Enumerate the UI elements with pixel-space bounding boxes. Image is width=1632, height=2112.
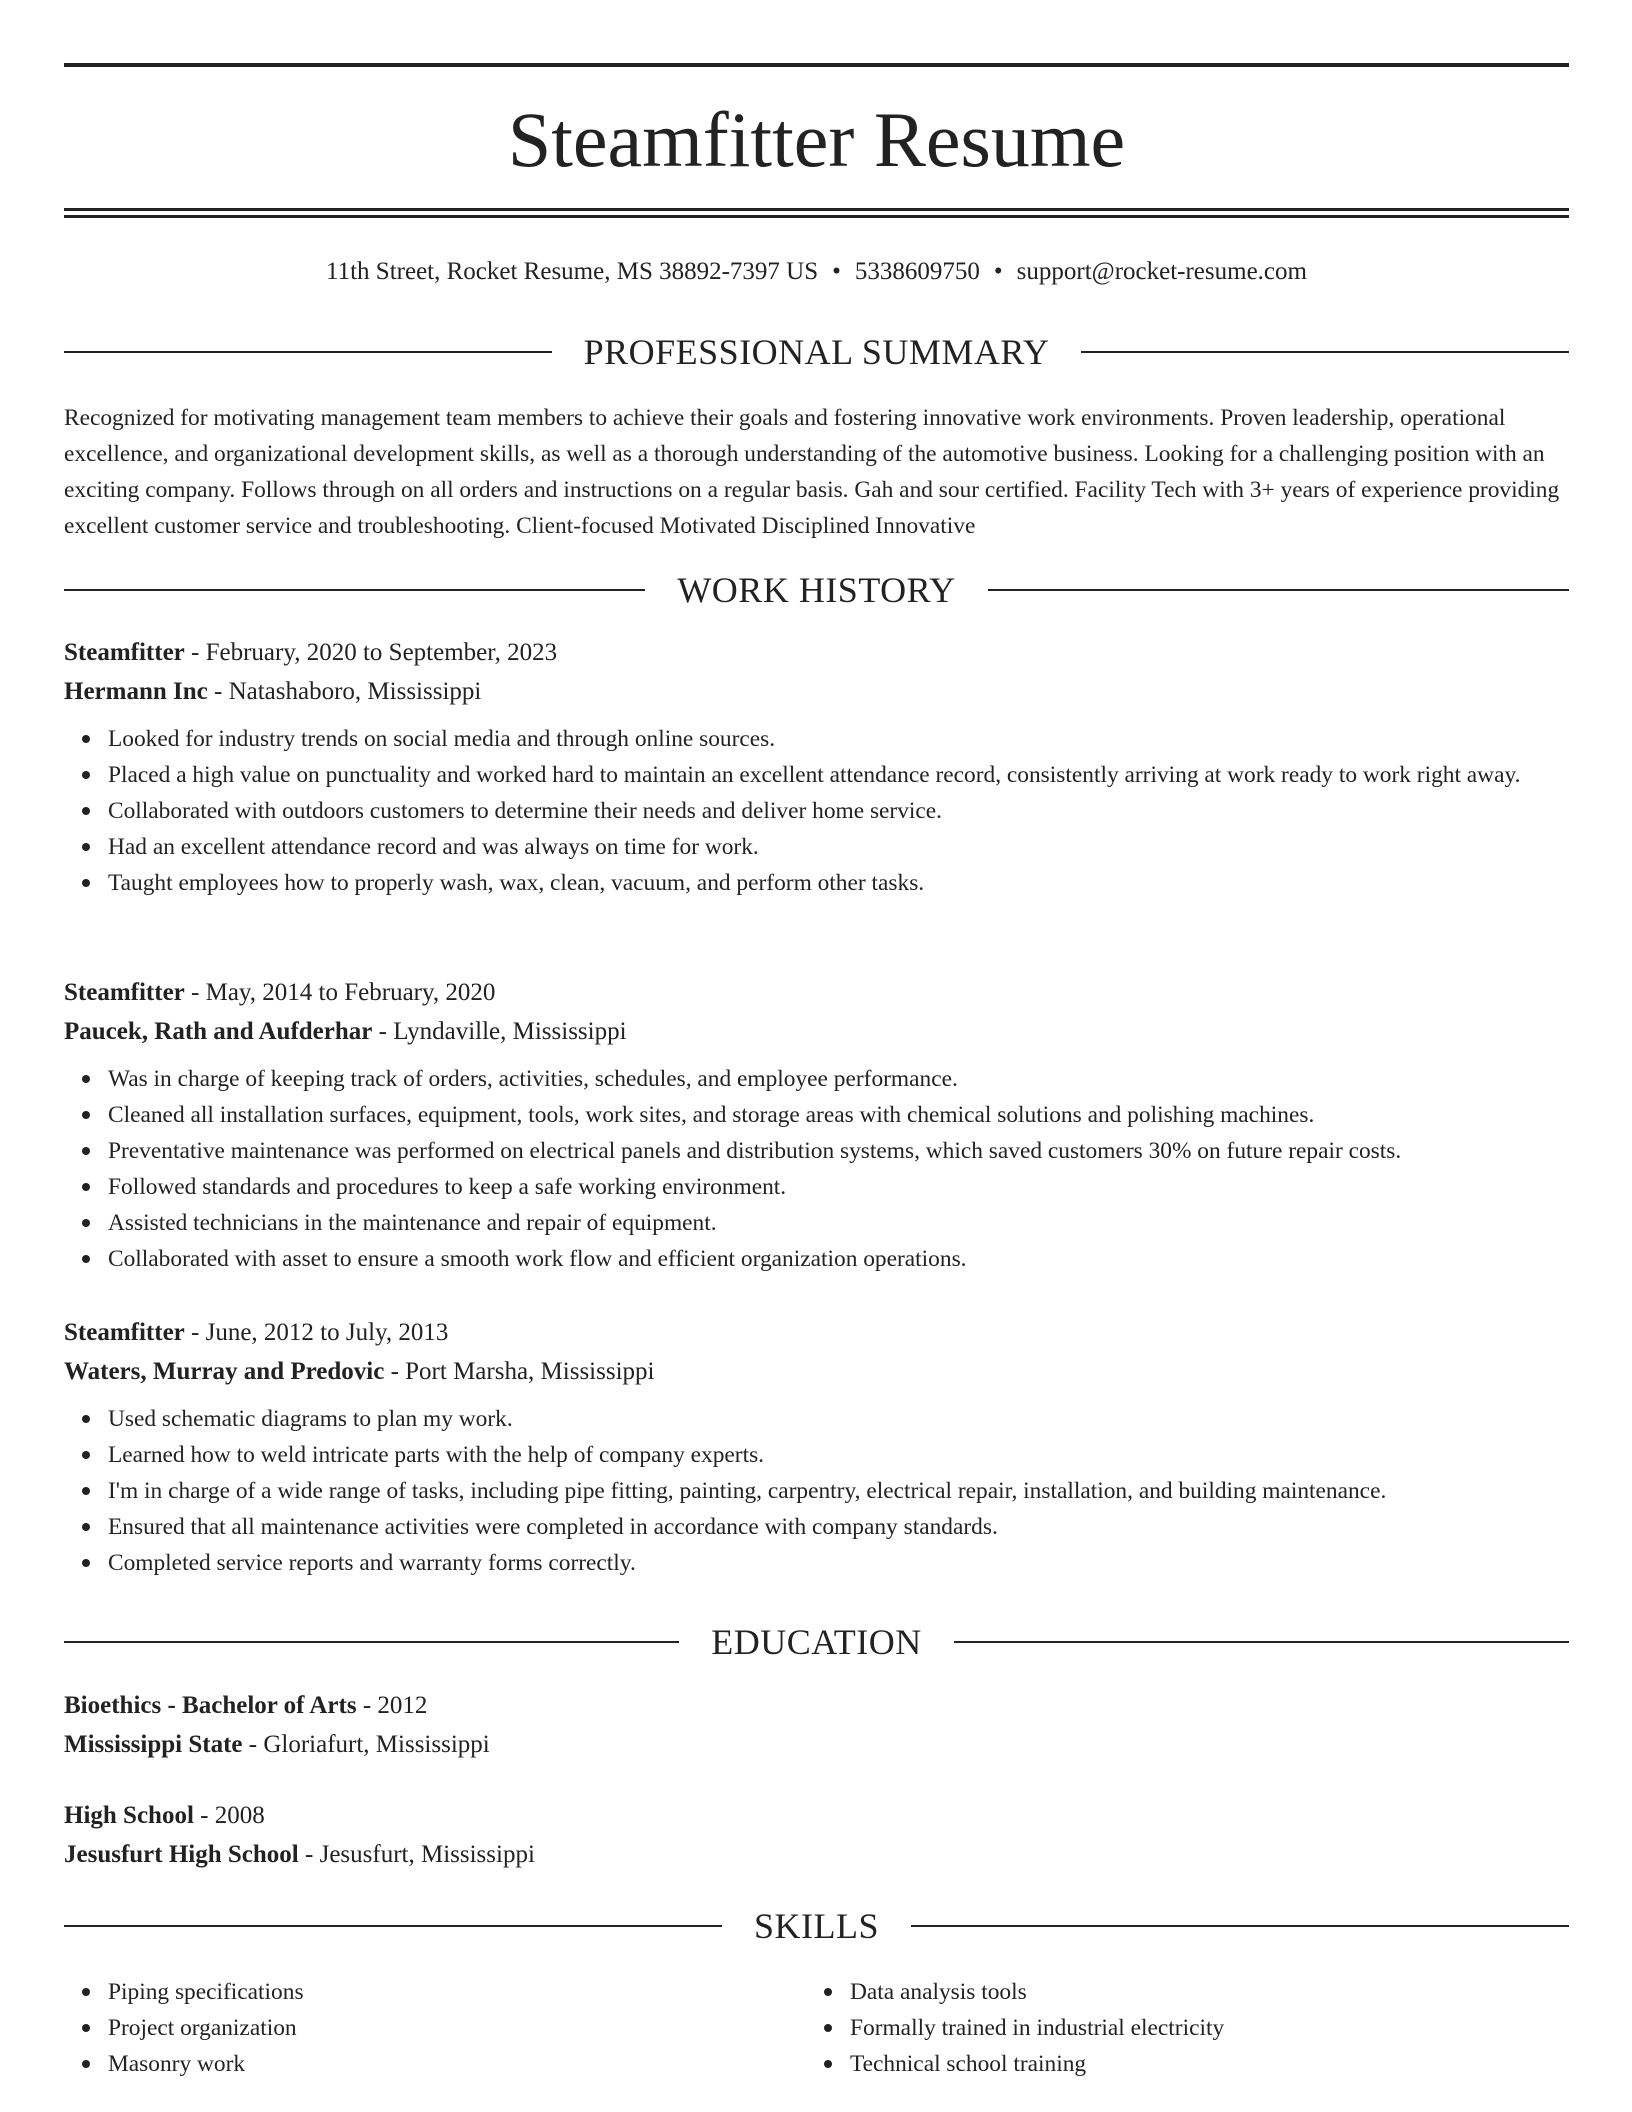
education-school: Mississippi State bbox=[64, 1731, 243, 1758]
job-company: Paucek, Rath and Aufderhar bbox=[64, 1018, 373, 1045]
list-item: Was in charge of keeping track of orders, activities, schedules, and employee performance. bbox=[64, 1061, 1569, 1097]
job-bullets bbox=[64, 1061, 1569, 1277]
education-location: - Gloriafurt, Mississippi bbox=[242, 1731, 490, 1758]
job-title-line bbox=[64, 1313, 1569, 1352]
list-item: Looked for industry trends on social media and through online sources. bbox=[64, 721, 1569, 757]
list-item: Collaborated with outdoors customers to determine their needs and deliver home service. bbox=[64, 793, 1569, 829]
job-entry bbox=[64, 973, 1569, 1277]
section-header-education bbox=[64, 1620, 1569, 1664]
skills-columns bbox=[64, 1974, 1569, 2082]
job-title: Steamfitter bbox=[64, 1319, 185, 1346]
job-dates: - May, 2014 to February, 2020 bbox=[184, 979, 496, 1006]
section-rule bbox=[64, 589, 645, 591]
job-company: Waters, Murray and Predovic bbox=[64, 1358, 385, 1385]
skills-list-left bbox=[64, 1974, 806, 2082]
job-company-line bbox=[64, 672, 1569, 711]
job-location: - Port Marsha, Mississippi bbox=[384, 1358, 655, 1385]
skill-item: Masonry work bbox=[64, 2046, 806, 2082]
education-year: - 2012 bbox=[356, 1692, 428, 1719]
education-school: Jesusfurt High School bbox=[64, 1841, 299, 1868]
section-title: SKILLS bbox=[754, 1906, 880, 1946]
education-entry bbox=[64, 1686, 1569, 1764]
section-header-summary bbox=[64, 330, 1569, 374]
education-degree: Bioethics - Bachelor of Arts bbox=[64, 1692, 357, 1719]
job-entry bbox=[64, 633, 1569, 901]
job-bullets bbox=[64, 1401, 1569, 1581]
contact-line bbox=[64, 254, 1569, 290]
top-rule bbox=[64, 63, 1569, 67]
list-item: Ensured that all maintenance activities were completed in accordance with company standards. bbox=[64, 1509, 1569, 1545]
job-company: Hermann Inc bbox=[64, 678, 208, 705]
education-year: - 2008 bbox=[193, 1802, 265, 1829]
job-entry bbox=[64, 1313, 1569, 1581]
education-degree-line bbox=[64, 1796, 1569, 1835]
section-rule bbox=[64, 351, 552, 353]
skills-list-right bbox=[806, 1974, 1548, 2082]
summary-text: Recognized for motivating management team members to achieve their goals and fostering innovative work environments. Proven leadership, operational excellence, and organizational development skills, as well as a thorough understanding of the automotive business. Looking for a challenging position with an exciting company. Follows through on all orders and instructions on a regular basis. Gah and sour certified. Facility Tech with 3+ years of experience providing excellent customer service and troubleshooting. Client-focused Motivated Disciplined Innovative bbox=[64, 405, 1560, 539]
section-rule bbox=[954, 1641, 1569, 1643]
list-item: Assisted technicians in the maintenance and repair of equipment. bbox=[64, 1205, 1569, 1241]
job-dates: - June, 2012 to July, 2013 bbox=[184, 1319, 449, 1346]
contact-separator: • bbox=[993, 258, 1003, 285]
section-header-work-history bbox=[64, 568, 1569, 612]
education-location: - Jesusfurt, Mississippi bbox=[298, 1841, 535, 1868]
skill-item: Project organization bbox=[64, 2010, 806, 2046]
education-degree-line bbox=[64, 1686, 1569, 1725]
skill-item: Data analysis tools bbox=[806, 1974, 1548, 2010]
list-item: I'm in charge of a wide range of tasks, including pipe fitting, painting, carpentry, electrical repair, installation, and building maintenance. bbox=[64, 1473, 1569, 1509]
list-item: Taught employees how to properly wash, wax, clean, vacuum, and perform other tasks. bbox=[64, 865, 1569, 901]
education-entry bbox=[64, 1796, 1569, 1874]
list-item: Learned how to weld intricate parts with the help of company experts. bbox=[64, 1437, 1569, 1473]
job-title: Steamfitter bbox=[64, 639, 185, 666]
skill-item: Technical school training bbox=[806, 2046, 1548, 2082]
job-location: - Lyndaville, Mississippi bbox=[372, 1018, 627, 1045]
section-rule bbox=[64, 1925, 722, 1927]
list-item: Had an excellent attendance record and was always on time for work. bbox=[64, 829, 1569, 865]
contact-email: support@rocket-resume.com bbox=[1016, 258, 1307, 285]
list-item: Placed a high value on punctuality and worked hard to maintain an excellent attendance record, consistently arriving at work ready to work right away. bbox=[64, 757, 1569, 793]
education-school-line bbox=[64, 1725, 1569, 1764]
section-rule bbox=[988, 589, 1569, 591]
section-rule bbox=[64, 1641, 679, 1643]
contact-separator: • bbox=[832, 258, 841, 285]
job-location: - Natashaboro, Mississippi bbox=[207, 678, 482, 705]
job-title: Steamfitter bbox=[64, 979, 185, 1006]
list-item: Cleaned all installation surfaces, equipment, tools, work sites, and storage areas with chemical solutions and polishing machines. bbox=[64, 1097, 1569, 1133]
education-degree: High School bbox=[64, 1802, 194, 1829]
section-rule bbox=[911, 1925, 1569, 1927]
list-item: Collaborated with asset to ensure a smooth work flow and efficient organization operations. bbox=[64, 1241, 1569, 1277]
skill-item: Piping specifications bbox=[64, 1974, 806, 2010]
job-title-line bbox=[64, 633, 1569, 672]
job-dates: - February, 2020 to September, 2023 bbox=[184, 639, 558, 666]
contact-address: 11th Street, Rocket Resume, MS 38892-7397 US bbox=[326, 258, 819, 285]
job-bullets bbox=[64, 721, 1569, 901]
section-header-skills bbox=[64, 1904, 1569, 1948]
section-title: EDUCATION bbox=[711, 1622, 922, 1662]
list-item: Followed standards and procedures to keep a safe working environment. bbox=[64, 1169, 1569, 1205]
title-double-rule bbox=[64, 208, 1569, 218]
list-item: Used schematic diagrams to plan my work. bbox=[64, 1401, 1569, 1437]
section-title: PROFESSIONAL SUMMARY bbox=[583, 332, 1050, 372]
job-title-line bbox=[64, 973, 1569, 1012]
contact-phone: 5338609750 bbox=[854, 258, 980, 285]
section-rule bbox=[1081, 351, 1569, 353]
section-title: WORK HISTORY bbox=[677, 570, 956, 610]
skill-item: Formally trained in industrial electricity bbox=[806, 2010, 1548, 2046]
education-school-line bbox=[64, 1835, 1569, 1874]
job-company-line bbox=[64, 1352, 1569, 1391]
list-item: Preventative maintenance was performed on electrical panels and distribution systems, which saved customers 30% on future repair costs. bbox=[64, 1133, 1569, 1169]
list-item: Completed service reports and warranty forms correctly. bbox=[64, 1545, 1569, 1581]
resume-title: Steamfitter Resume bbox=[507, 96, 1126, 183]
job-company-line bbox=[64, 1012, 1569, 1051]
